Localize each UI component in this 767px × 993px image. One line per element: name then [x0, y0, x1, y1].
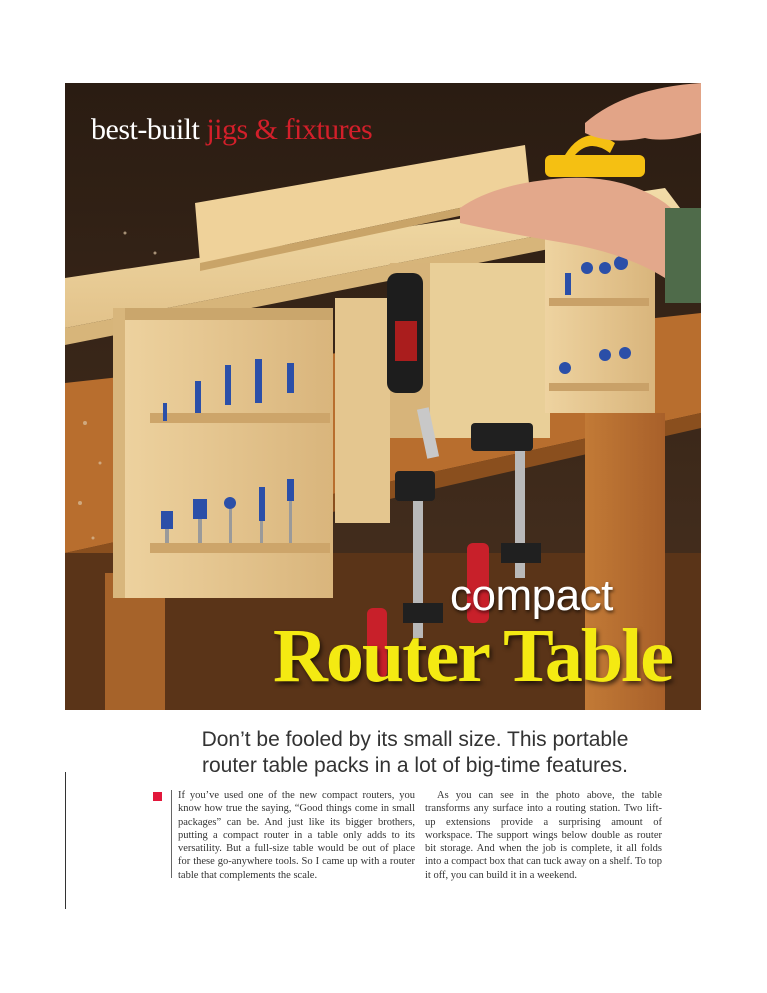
deck-line-1: Don’t be fooled by its small size. This portable [201, 728, 629, 751]
margin-rule [65, 772, 66, 909]
body-column-2: As you can see in the photo above, the table transforms any surface into a routing station. Two lift-up extensions provide a surprising amount of workspace. The support wings below double as router bit storage. And when the job is complete, it all folds into a compact box that can tuck away on a shelf. To top it off, you can build it in a weekend. [425, 790, 662, 881]
title-kicker: compact [450, 571, 613, 620]
deck-subheading [195, 727, 635, 779]
section-tag [91, 113, 372, 147]
section-tag-white: best-built [91, 113, 200, 146]
hero-photo [65, 83, 701, 710]
red-bullet-icon [153, 792, 162, 801]
column-divider [171, 790, 172, 878]
section-tag-red: jigs & fixtures [206, 113, 373, 146]
deck-line-2: router table packs in a lot of big-time features. [201, 754, 629, 777]
body-column-1: If you’ve used one of the new compact routers, you know how true the saying, “Good things come in small packages” can be. And just like its bigger brothers, putting a compact router in a table only adds to its versatility. But a full-size table would be out of place for these go-anywhere tools. So I came up with a router table that complements the scale. [178, 790, 415, 881]
page-title: Router Table [273, 614, 673, 698]
